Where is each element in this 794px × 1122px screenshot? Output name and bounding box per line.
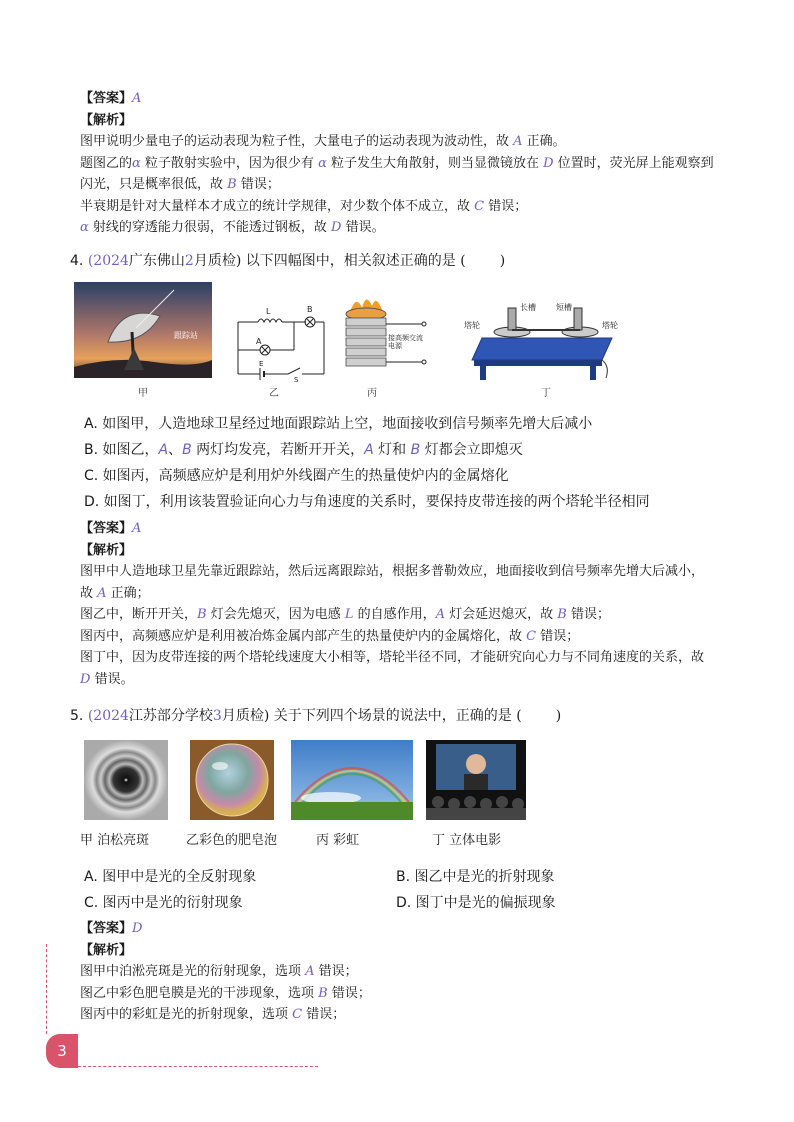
- q4-fig-c-caption: 丙: [367, 388, 377, 399]
- q4-analysis-text: [80, 561, 740, 690]
- q5-analysis-line: 图甲中泊淞亮斑是光的衍射现象，选项 A 错误；: [80, 964, 358, 979]
- q5-figure-poisson-spot: [84, 740, 168, 820]
- q5-answer: 【答案】D: [80, 921, 143, 936]
- q3-analysis-line: 题图乙的α 粒子散射实验中，因为很少有 α 粒子发生大角散射，则当显微镜放在 D 位置时，荧光屏上能观察到: [80, 155, 714, 171]
- page-margin-decoration: [46, 944, 47, 1034]
- q5-option-b: B. 图乙中是光的折射现象: [396, 869, 555, 885]
- q4-analysis-line: 故 A 正确；: [80, 585, 150, 601]
- q4-figure-circuit: [232, 300, 332, 382]
- q5-option-a: A. 图甲中是光的全反射现象: [84, 869, 257, 885]
- q3-analysis-label: 【解析】: [80, 112, 133, 128]
- q4-analysis-line: 图丙中，高频感应炉是利用被冶炼金属内部产生的热量使炉内的金属熔化，故 C 错误；: [80, 628, 580, 644]
- q4-analysis-label: 【解析】: [80, 542, 133, 558]
- q5-answer-block: [80, 918, 740, 1026]
- q4-answer: 【答案】A: [80, 521, 142, 536]
- q3-analysis-line: 图甲说明少量电子的运动表现为粒子性，大量电子的运动表现为波动性，故 A 正确。: [80, 134, 566, 149]
- q5-fig-b-caption: 乙彩色的肥皂泡: [186, 833, 278, 848]
- q3-answer: 【答案】A: [80, 91, 142, 106]
- q4-fig-d-caption: 丁: [541, 388, 551, 399]
- q4-figure-induction-furnace: [336, 290, 430, 382]
- q5-analysis-line: 图丙中的彩虹是光的折射现象，选项 C 错误；: [80, 1007, 346, 1022]
- q4-fig-a-caption: 甲: [138, 388, 148, 399]
- q4-option-d: D. 如图丁，利用该装置验证向心力与角速度的关系时，要保持皮带连接的两个塔轮半径相同: [84, 494, 650, 510]
- q5-option-c: C. 图丙中是光的衍射现象: [84, 895, 243, 911]
- q4-option-c: C. 如图丙，高频感应炉是利用炉外线圈产生的热量使炉内的金属熔化: [84, 468, 509, 484]
- q4-analysis-line: D 错误。: [80, 671, 134, 687]
- q4-fig-b-label-b: B: [307, 305, 313, 314]
- q5-stem: 5. (2024江苏部分学校3月质检) 关于下列四个场景的说法中，正确的是 ( ): [70, 708, 562, 724]
- q4-analysis-line: 图甲中人造地球卫星先靠近跟踪站，然后远离跟踪站，根据多普勒效应，地面接收到信号频率先增大后减小，: [80, 564, 705, 579]
- q5-analysis-line: 图乙中彩色肥皂膜是光的干涉现象，选项 B 错误；: [80, 985, 371, 1001]
- page-footer-decoration: [78, 1066, 318, 1067]
- q5-figure-3d-movie: [426, 740, 526, 820]
- q4-option-b: B. 如图乙，A、B 两灯均发亮，若断开开关，A 灯和 B 灯都会立即熄灭: [84, 442, 523, 458]
- q5-analysis-text: [80, 961, 740, 1026]
- q5-figure-rainbow: [291, 740, 413, 820]
- q4-fig-b-label-e: E: [259, 360, 264, 368]
- q4-analysis-line: 图丁中，因为皮带连接的两个塔轮线速度大小相等，塔轮半径不同，才能研究向心力与不同角速度的关系，故: [80, 650, 705, 665]
- q5-figure-soap-bubble: [190, 740, 274, 820]
- q5-fig-c-caption: 丙 彩虹: [316, 833, 360, 848]
- q4-fig-d-label-mid2: 短槽: [556, 303, 572, 312]
- q5-fig-d-caption: 丁 立体电影: [432, 833, 502, 848]
- q4-analysis-line: 图乙中，断开开关，B 灯会先熄灭，因为电感 L 的自感作用，A 灯会延迟熄灭，故 B 错误；: [80, 607, 610, 622]
- q3-analysis-text: [80, 131, 740, 239]
- q4-figure-radar-photo: [74, 282, 212, 378]
- q3-analysis-line: α 射线的穿透能力很弱，不能透过钢板，故 D 错误。: [80, 220, 385, 235]
- q3-analysis-line: 半衰期是针对大量样本才成立的统计学规律，对少数个体不成立，故 C 错误；: [80, 198, 528, 214]
- q4-figure-centripetal-apparatus: [462, 300, 628, 384]
- q4-fig-b-label-s: S: [294, 376, 299, 382]
- q4-fig-d-label-right: 塔轮: [602, 321, 618, 330]
- q5-analysis-label: 【解析】: [80, 942, 133, 958]
- q4-fig-d-label-mid1: 长槽: [520, 303, 536, 312]
- q4-stem: 4. (2024广东佛山2月质检) 以下四幅图中，相关叙述正确的是 ( ): [70, 253, 506, 269]
- q4-fig-a-label: 跟踪站: [174, 331, 198, 340]
- q3-analysis-line: 闪光，只是概率很低，故 B 错误；: [80, 177, 280, 192]
- page-number: 3: [46, 1034, 78, 1068]
- q4-fig-b-label-l: L: [266, 307, 271, 316]
- q4-option-a: A. 如图甲，人造地球卫星经过地面跟踪站上空，地面接收到信号频率先增大后减小: [84, 416, 593, 432]
- q4-fig-c-label: 接高频交流电源: [388, 334, 423, 350]
- q4-answer-block: [80, 518, 740, 690]
- q4-fig-d-label-left: 塔轮: [464, 321, 480, 330]
- q3-answer-block: [80, 88, 740, 239]
- q5-fig-a-caption: 甲 泊松亮斑: [80, 833, 150, 848]
- q4-fig-b-label-a: A: [256, 337, 262, 346]
- q5-option-d: D. 图丁中是光的偏振现象: [396, 895, 556, 911]
- q4-fig-b-caption: 乙: [269, 388, 279, 399]
